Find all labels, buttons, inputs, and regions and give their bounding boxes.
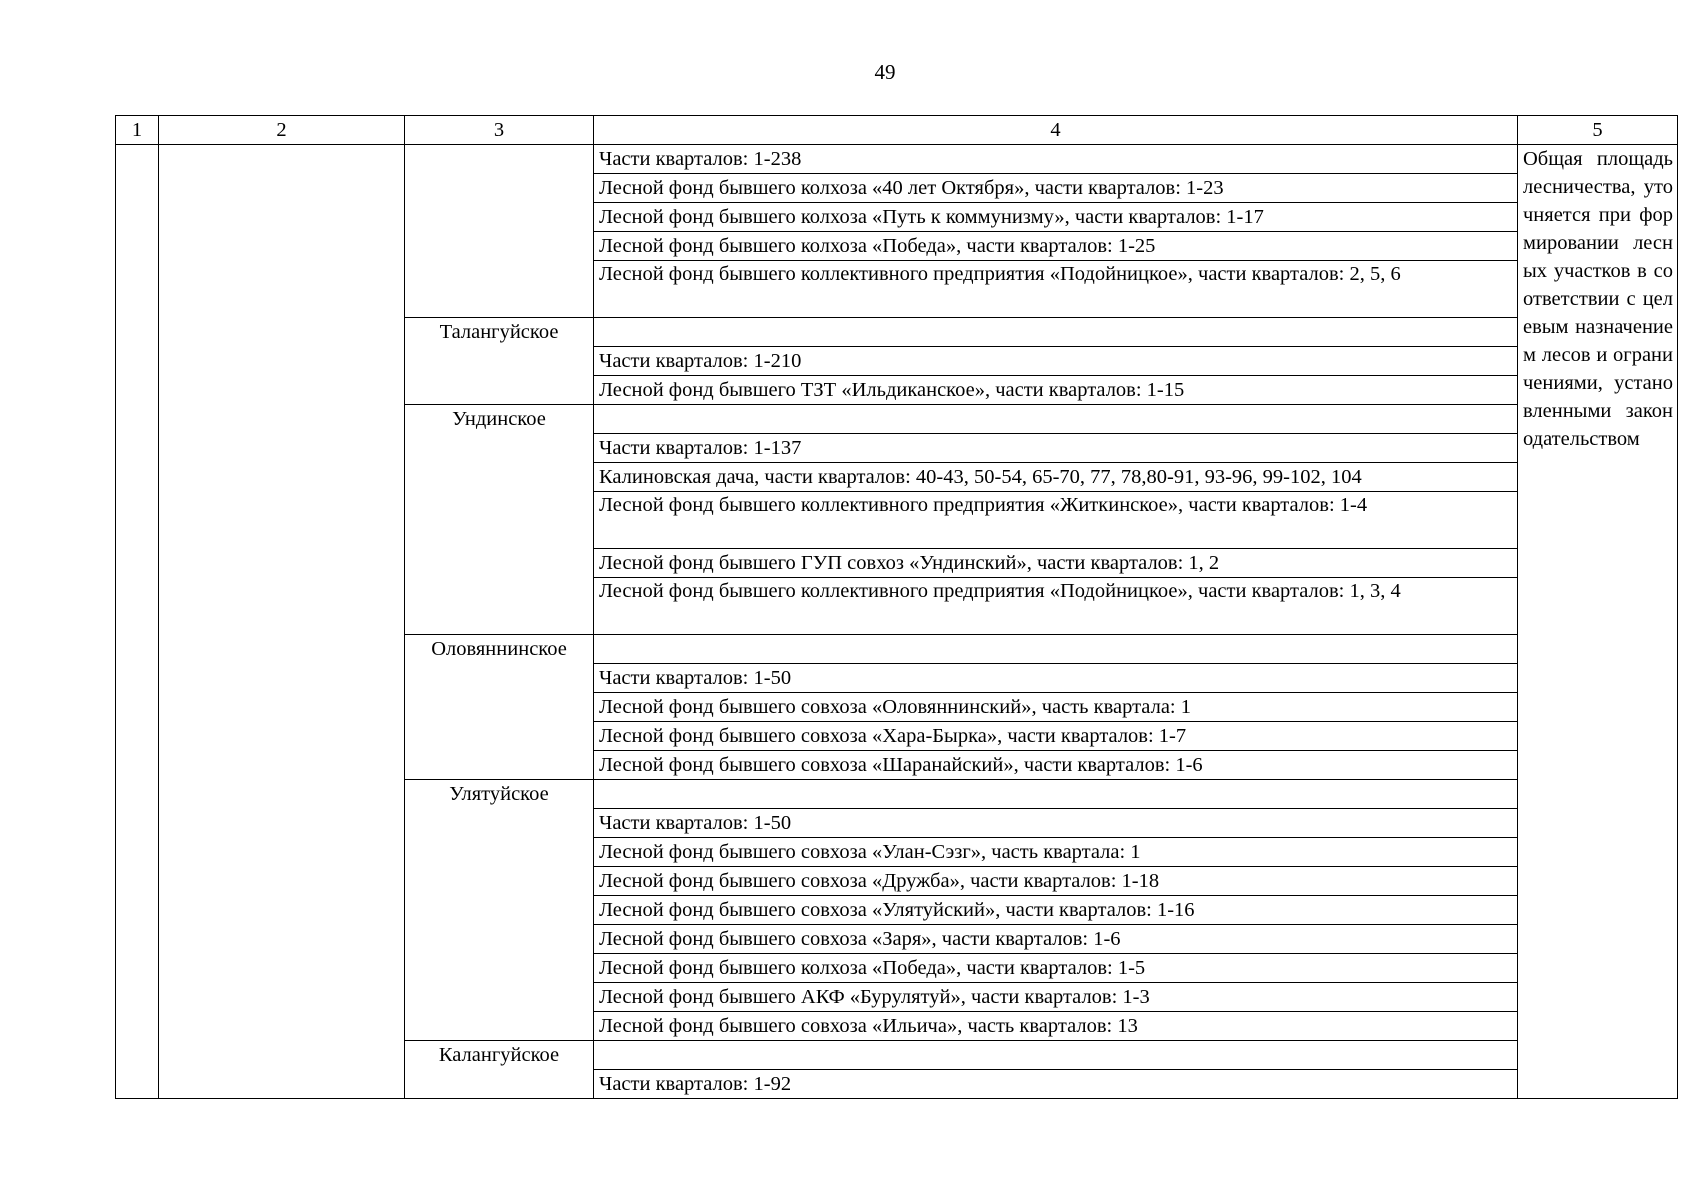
header-cell-3: 3	[405, 116, 594, 145]
quarter-description: Лесной фонд бывшего совхоза «Шаранайский», части кварталов: 1-6	[594, 751, 1518, 780]
total-area-note: Общая площадь лесничества, уточняется при формировании лесных участков в соответствии с целевым назначением лесов и ограничениями, установленными законодательством	[1523, 148, 1673, 450]
district-name: Улятуйское	[405, 780, 594, 1041]
quarter-description: Лесной фонд бывшего колхоза «40 лет Октября», части кварталов: 1-23	[594, 174, 1518, 203]
header-cell-5: 5	[1518, 116, 1678, 145]
table-header-row	[116, 116, 1678, 145]
header-cell-4: 4	[594, 116, 1518, 145]
district-name	[405, 145, 594, 318]
quarter-description: Лесной фонд бывшего колхоза «Путь к коммунизму», части кварталов: 1-17	[594, 203, 1518, 232]
column-2-cell	[159, 145, 405, 1099]
quarter-description: Лесной фонд бывшего колхоза «Победа», части кварталов: 1-5	[594, 954, 1518, 983]
quarter-description: Лесной фонд бывшего ТЗТ «Ильдиканское», части кварталов: 1-15	[594, 376, 1518, 405]
quarter-description: Части кварталов: 1-92	[594, 1070, 1518, 1099]
quarter-description: Лесной фонд бывшего совхоза «Дружба», части кварталов: 1-18	[594, 867, 1518, 896]
note-cell	[1518, 145, 1678, 1099]
empty-cell	[594, 405, 1518, 434]
forestry-table	[115, 115, 1678, 1099]
page-number: 49	[874, 60, 896, 84]
district-name: Талангуйское	[405, 318, 594, 405]
table-row	[116, 145, 1678, 174]
table-body	[116, 116, 1678, 1099]
header-cell-1: 1	[116, 116, 159, 145]
quarter-description: Лесной фонд бывшего коллективного предприятия «Подойницкое», части кварталов: 1, 3, 4	[594, 578, 1518, 635]
district-name: Оловяннинское	[405, 635, 594, 780]
quarter-description: Калиновская дача, части кварталов: 40-43, 50-54, 65-70, 77, 78,80-91, 93-96, 99-102, 104	[594, 463, 1518, 492]
quarter-description: Лесной фонд бывшего коллективного предприятия «Житкинское», части кварталов: 1-4	[594, 492, 1518, 549]
quarter-description: Лесной фонд бывшего совхоза «Ильича», часть кварталов: 13	[594, 1012, 1518, 1041]
district-name: Ундинское	[405, 405, 594, 635]
quarter-description: Лесной фонд бывшего совхоза «Улятуйский», части кварталов: 1-16	[594, 896, 1518, 925]
quarter-description: Лесной фонд бывшего коллективного предприятия «Подойницкое», части кварталов: 2, 5, 6	[594, 261, 1518, 318]
quarter-description: Лесной фонд бывшего совхоза «Заря», части кварталов: 1-6	[594, 925, 1518, 954]
empty-cell	[594, 635, 1518, 664]
district-name: Калангуйское	[405, 1041, 594, 1099]
quarter-description: Части кварталов: 1-50	[594, 664, 1518, 693]
quarter-description: Части кварталов: 1-210	[594, 347, 1518, 376]
quarter-description: Части кварталов: 1-137	[594, 434, 1518, 463]
column-1-cell	[116, 145, 159, 1099]
quarter-description: Лесной фонд бывшего совхоза «Хара-Бырка», части кварталов: 1-7	[594, 722, 1518, 751]
quarter-description: Лесной фонд бывшего АКФ «Бурулятуй», части кварталов: 1-3	[594, 983, 1518, 1012]
empty-cell	[594, 780, 1518, 809]
header-cell-2: 2	[159, 116, 405, 145]
quarter-description: Лесной фонд бывшего совхоза «Улан-Сэзг», часть квартала: 1	[594, 838, 1518, 867]
empty-cell	[594, 318, 1518, 347]
quarter-description: Лесной фонд бывшего совхоза «Оловяннинский», часть квартала: 1	[594, 693, 1518, 722]
quarter-description: Части кварталов: 1-50	[594, 809, 1518, 838]
quarter-description: Лесной фонд бывшего колхоза «Победа», части кварталов: 1-25	[594, 232, 1518, 261]
quarter-description: Части кварталов: 1-238	[594, 145, 1518, 174]
quarter-description: Лесной фонд бывшего ГУП совхоз «Ундинский», части кварталов: 1, 2	[594, 549, 1518, 578]
empty-cell	[594, 1041, 1518, 1070]
